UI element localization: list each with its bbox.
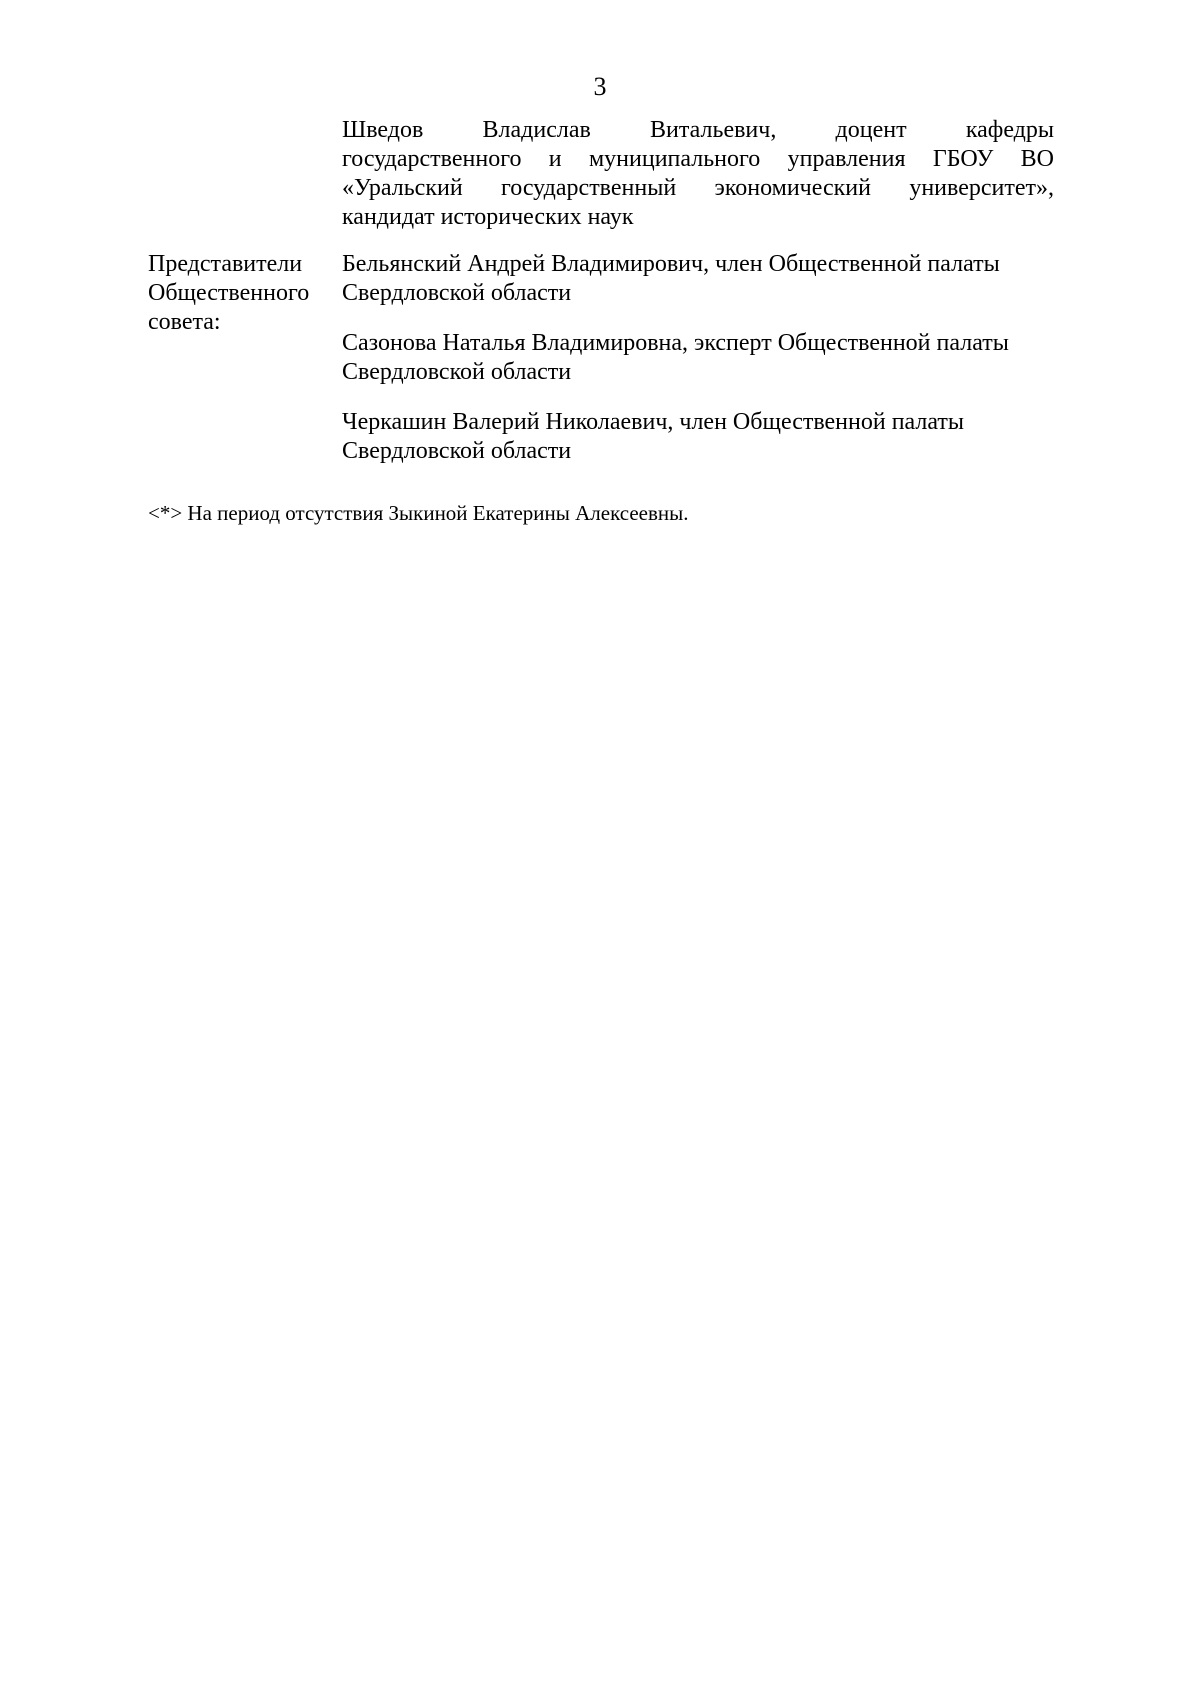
member-entry-shvedov bbox=[342, 116, 1054, 232]
footnote: <*> На период отсутствия Зыкиной Екатерины Алексеевны. bbox=[148, 501, 689, 525]
entry-line: «Уральский государственный экономический университет», bbox=[342, 175, 1054, 201]
member-entry-sazonova bbox=[342, 329, 1054, 387]
entry-line: государственного и муниципального управления ГБОУ ВО bbox=[342, 146, 1054, 172]
entry-line: Свердловской области bbox=[342, 280, 572, 306]
member-entry-cherkashin bbox=[342, 408, 1054, 466]
entry-line: Сазонова Наталья Владимировна, эксперт Общественной палаты bbox=[342, 330, 1009, 356]
entry-line: Свердловской области bbox=[342, 438, 572, 464]
group-label-line: Представители bbox=[148, 251, 303, 277]
group-label bbox=[148, 250, 328, 337]
member-entry-belyansky bbox=[342, 250, 1054, 308]
group-label-line: Общественного bbox=[148, 280, 310, 306]
entry-line: Бельянский Андрей Владимирович, член Общественной палаты bbox=[342, 251, 1000, 277]
entry-line: кандидат исторических наук bbox=[342, 204, 634, 230]
entry-line: Шведов Владислав Витальевич, доцент кафедры bbox=[342, 117, 1054, 143]
entry-line: Черкашин Валерий Николаевич, член Общественной палаты bbox=[342, 409, 965, 435]
group-label-line: совета: bbox=[148, 309, 221, 335]
page-number: 3 bbox=[593, 72, 607, 101]
entry-line: Свердловской области bbox=[342, 359, 572, 385]
